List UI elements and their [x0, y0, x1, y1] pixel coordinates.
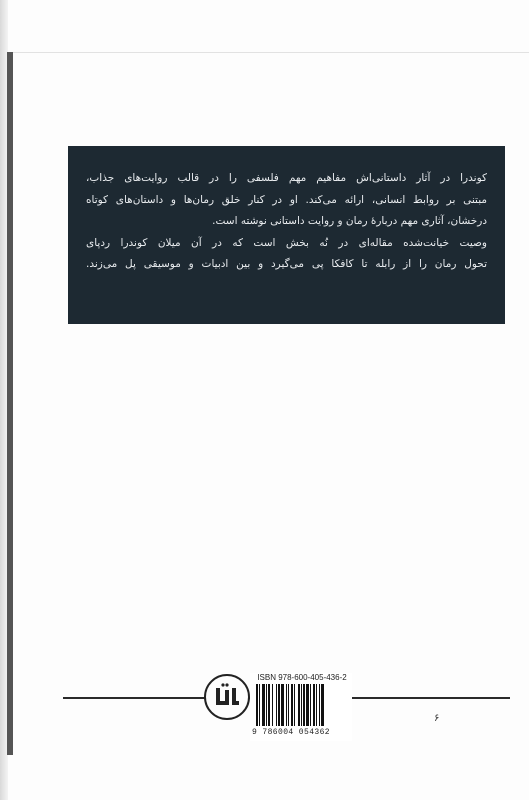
- isbn-block: [250, 673, 352, 741]
- blurb-line-5: تحول رمان را از رابله تا کافکا پی می‌گیرد و بین ادبیات و موسیقی پل می‌زند.: [86, 258, 487, 270]
- blurb-box: [68, 146, 505, 324]
- page-mark: ۶: [434, 713, 440, 724]
- blurb-line-4: وصیت خیانت‌شده مقاله‌ای در نُه بخش است که در آن میلان کوندرا ردپای: [86, 236, 487, 249]
- blurb-line-1: کوندرا در آثار داستانی‌اش مفاهیم مهم فلسفی را در قالب روایت‌های جذاب،: [86, 172, 487, 184]
- blurb-line-2: مبتنی بر روابط انسانی، ارائه می‌کند. او در کنار خلق رمان‌ها و داستان‌های کوتاه: [86, 193, 487, 206]
- top-rule: [13, 52, 529, 53]
- barcode-icon: [254, 684, 350, 728]
- isbn-label: ISBN 978-600-405-436-2: [257, 673, 347, 682]
- blurb-line-3: درخشان، آثاری مهم دربارهٔ رمان و روایت داستانی نوشته است.: [212, 215, 487, 227]
- spine-edge: [7, 52, 13, 755]
- publisher-logo-icon: [204, 674, 250, 720]
- barcode-digits: 9 786004 054362: [252, 728, 331, 737]
